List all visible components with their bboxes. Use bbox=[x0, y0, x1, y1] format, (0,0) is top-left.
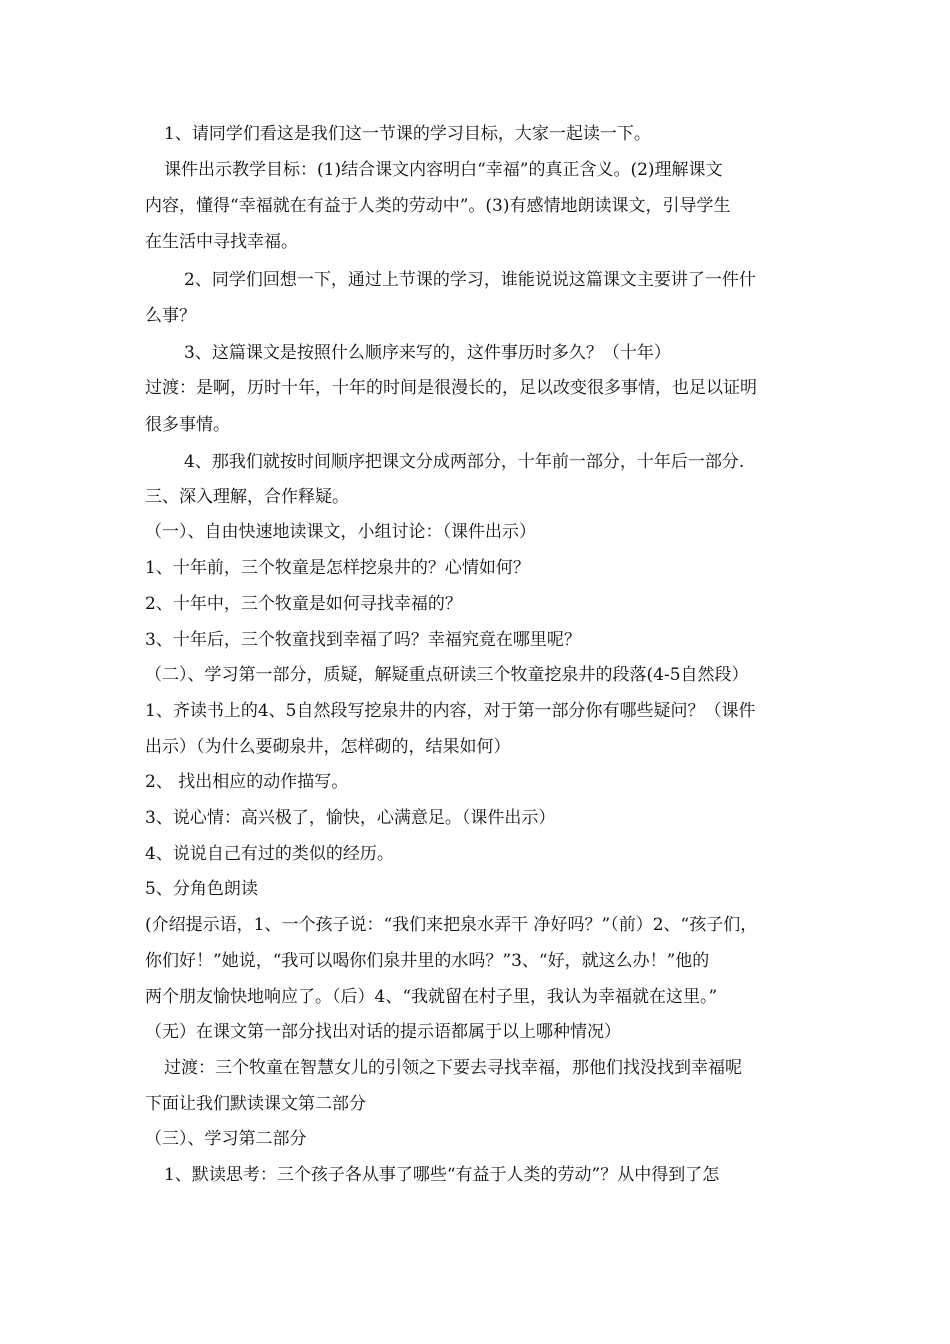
text-line: 4、说说自己有过的类似的经历。 bbox=[145, 844, 394, 864]
subsection-heading: （三）、学习第二部分 bbox=[145, 1129, 307, 1149]
text-line: 过渡：三个牧童在智慧女儿的引领之下要去寻找幸福，那他们找没找到幸福呢 bbox=[164, 1058, 742, 1078]
text-line: 下面让我们默读课文第二部分 bbox=[145, 1094, 366, 1114]
section-heading: 三、深入理解，合作释疑。 bbox=[145, 487, 349, 507]
text-line: 1、默读思考：三个孩子各从事了哪些“有益于人类的劳动”？从中得到了怎 bbox=[164, 1165, 720, 1185]
text-line: 么事？ bbox=[145, 306, 196, 326]
text-line: 2、同学们回想一下，通过上节课的学习，谁能说说这篇课文主要讲了一件什 bbox=[184, 270, 756, 290]
text-line: 1、齐读书上的4、5自然段写挖泉井的内容，对于第一部分你有哪些疑问？（课件 bbox=[145, 701, 756, 721]
text-line: 4、那我们就按时间顺序把课文分成两部分，十年前一部分，十年后一部分. bbox=[184, 452, 745, 472]
text-line: 5、分角色朗读 bbox=[145, 879, 258, 899]
text-line: 3、说心情：高兴极了，愉快，心满意足。（课件出示） bbox=[145, 808, 556, 828]
text-line: 3、这篇课文是按照什么顺序来写的，这件事历时多久？（十年） bbox=[184, 343, 671, 363]
text-line: 两个朋友愉快地响应了。（后）4、“我就留在村子里，我认为幸福就在这里。” bbox=[145, 987, 718, 1007]
text-line: 在生活中寻找幸福。 bbox=[145, 232, 298, 252]
text-line: 课件出示教学目标：(1)结合课文内容明白“幸福”的真正含义。(2)理解课文 bbox=[164, 160, 723, 180]
text-line: 过渡：是啊，历时十年，十年的时间是很漫长的，足以改变很多事情，也足以证明 bbox=[145, 378, 757, 398]
text-line: 2、 找出相应的动作描写。 bbox=[145, 772, 349, 792]
subsection-heading: （二）、学习第一部分，质疑，解疑重点研读三个牧童挖泉井的段落(4-5自然段） bbox=[145, 665, 749, 685]
text-line: （无）在课文第一部分找出对话的提示语都属于以上哪种情况） bbox=[145, 1022, 621, 1042]
text-line: (介绍提示语，1、一个孩子说：“我们来把泉水弄干 净好吗？”（前）2、“孩子们， bbox=[145, 915, 758, 935]
subsection-heading: （一）、自由快速地读课文，小组讨论：（课件出示） bbox=[145, 522, 536, 542]
text-line: 很多事情。 bbox=[145, 415, 230, 435]
text-line: 1、请同学们看这是我们这一节课的学习目标，大家一起读一下。 bbox=[164, 124, 651, 144]
text-line: 2、十年中，三个牧童是如何寻找幸福的？ bbox=[145, 594, 462, 614]
text-line: 内容，懂得“幸福就在有益于人类的劳动中”。(3)有感情地朗读课文，引导学生 bbox=[145, 196, 731, 216]
text-line: 1、十年前，三个牧童是怎样挖泉井的？心情如何？ bbox=[145, 558, 530, 578]
text-line: 出示）（为什么要砌泉井，怎样砌的，结果如何） bbox=[145, 737, 511, 757]
text-line: 你们好！”她说，“我可以喝你们泉井里的水吗？”3、“好，就这么办！”他的 bbox=[145, 951, 710, 971]
text-line: 3、十年后，三个牧童找到幸福了吗？幸福究竟在哪里呢？ bbox=[145, 630, 581, 650]
